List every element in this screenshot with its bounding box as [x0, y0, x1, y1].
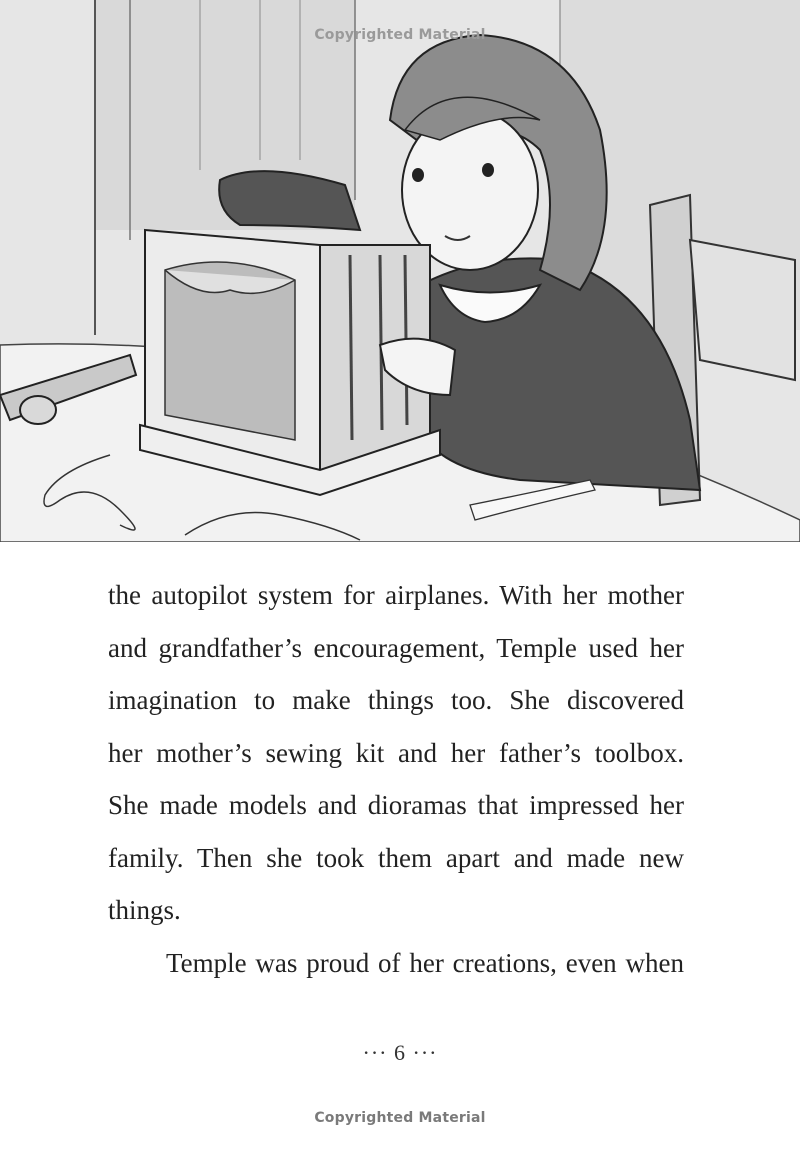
- body-line: her mother’s sewing kit and her father’s toolbox.: [108, 737, 684, 768]
- watermark-top: Copyrighted Material: [314, 27, 486, 43]
- watermark-bottom: Copyrighted Material: [314, 1110, 486, 1126]
- body-line: Temple was proud of her creations, even when: [166, 947, 684, 978]
- body-line: She made models and dioramas that impressed her: [108, 790, 684, 820]
- page-number: ··· 6 ···: [362, 1040, 438, 1065]
- body-line: and grandfather’s encouragement, Temple used her: [108, 632, 684, 663]
- body-line: imagination to make things too. She discovered: [108, 685, 684, 715]
- body-line: the autopilot system for airplanes. With her mother: [108, 580, 684, 610]
- body-text: [108, 575, 684, 995]
- illustration: [0, 0, 800, 542]
- girl-with-diorama-illustration-icon: [0, 0, 800, 542]
- body-line: family. Then she took them apart and made new: [108, 842, 684, 873]
- body-line: things.: [108, 895, 181, 925]
